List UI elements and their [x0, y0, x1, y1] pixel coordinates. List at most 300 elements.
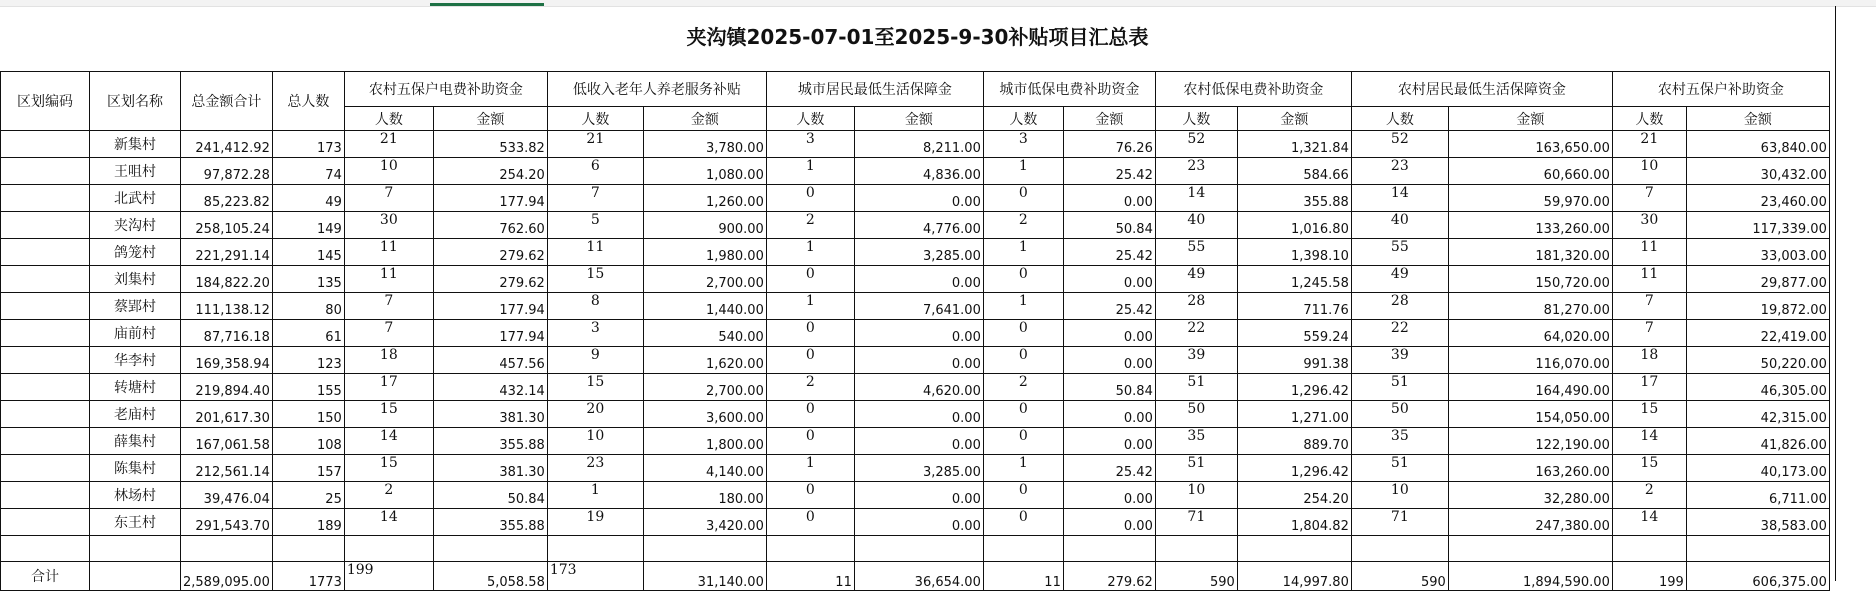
cell-count[interactable]: 21 [1612, 131, 1686, 158]
cell-amount[interactable]: 279.62 [433, 239, 547, 266]
cell-count[interactable]: 71 [1155, 509, 1237, 536]
cell-count[interactable]: 0 [766, 509, 854, 536]
cell-amount[interactable]: 381.30 [433, 401, 547, 428]
cell-code[interactable] [1, 239, 90, 266]
cell-count[interactable]: 15 [547, 374, 643, 401]
cell-code[interactable] [1, 266, 90, 293]
cell-count[interactable]: 35 [1351, 428, 1448, 455]
cell-amount[interactable]: 2,700.00 [643, 266, 766, 293]
cell-amount[interactable]: 22,419.00 [1686, 320, 1829, 347]
cell-count[interactable]: 14 [344, 428, 433, 455]
cell-amount[interactable]: 50.84 [1063, 212, 1155, 239]
cell-code[interactable] [1, 347, 90, 374]
cell-code[interactable] [1, 401, 90, 428]
cell-count[interactable]: 2 [344, 482, 433, 509]
cell-count[interactable]: 15 [344, 401, 433, 428]
cell-total-people[interactable]: 108 [272, 428, 344, 455]
cell-count[interactable]: 0 [983, 401, 1063, 428]
cell-count[interactable]: 2 [766, 374, 854, 401]
cell-count[interactable]: 23 [1351, 158, 1448, 185]
empty-cell[interactable] [1351, 536, 1448, 562]
cell-count[interactable]: 23 [1155, 158, 1237, 185]
cell-amount[interactable]: 279.62 [433, 266, 547, 293]
cell-count[interactable]: 1 [766, 239, 854, 266]
cell-amount[interactable]: 0.00 [1063, 347, 1155, 374]
cell-count[interactable]: 55 [1351, 239, 1448, 266]
total-count[interactable]: 199 [1612, 562, 1686, 591]
total-amount-cell[interactable]: 14,997.80 [1237, 562, 1351, 591]
cell-amount[interactable]: 41,826.00 [1686, 428, 1829, 455]
cell-amount[interactable]: 122,190.00 [1448, 428, 1612, 455]
total-label[interactable]: 合计 [1, 562, 90, 591]
empty-cell[interactable] [643, 536, 766, 562]
cell-name[interactable]: 王咀村 [90, 158, 181, 185]
cell-count[interactable]: 52 [1155, 131, 1237, 158]
cell-amount[interactable]: 0.00 [854, 401, 983, 428]
cell-amount[interactable]: 533.82 [433, 131, 547, 158]
cell-count[interactable]: 15 [547, 266, 643, 293]
cell-count[interactable]: 1 [983, 455, 1063, 482]
cell-count[interactable]: 0 [983, 320, 1063, 347]
cell-total-people[interactable]: 157 [272, 455, 344, 482]
cell-count[interactable]: 9 [547, 347, 643, 374]
cell-count[interactable]: 2 [983, 212, 1063, 239]
cell-count[interactable]: 11 [1612, 266, 1686, 293]
cell-amount[interactable]: 40,173.00 [1686, 455, 1829, 482]
cell-amount[interactable]: 163,260.00 [1448, 455, 1612, 482]
cell-count[interactable]: 7 [1612, 185, 1686, 212]
empty-cell[interactable] [181, 536, 273, 562]
cell-count[interactable]: 51 [1351, 455, 1448, 482]
cell-name[interactable]: 华李村 [90, 347, 181, 374]
total-amount-cell[interactable]: 606,375.00 [1686, 562, 1829, 591]
cell-total-amount[interactable]: 39,476.04 [181, 482, 273, 509]
cell-count[interactable]: 0 [983, 266, 1063, 293]
total-amount[interactable]: 2,589,095.00 [181, 562, 273, 591]
cell-name[interactable]: 薛集村 [90, 428, 181, 455]
cell-count[interactable]: 18 [1612, 347, 1686, 374]
cell-code[interactable] [1, 374, 90, 401]
cell-total-people[interactable]: 145 [272, 239, 344, 266]
cell-amount[interactable]: 19,872.00 [1686, 293, 1829, 320]
cell-count[interactable]: 7 [1612, 320, 1686, 347]
total-name-cell[interactable] [90, 562, 181, 591]
cell-total-amount[interactable]: 212,561.14 [181, 455, 273, 482]
empty-cell[interactable] [272, 536, 344, 562]
cell-count[interactable]: 0 [983, 482, 1063, 509]
cell-code[interactable] [1, 428, 90, 455]
cell-name[interactable]: 转塘村 [90, 374, 181, 401]
cell-count[interactable]: 2 [766, 212, 854, 239]
cell-name[interactable]: 蔡郢村 [90, 293, 181, 320]
cell-code[interactable] [1, 482, 90, 509]
cell-amount[interactable]: 181,320.00 [1448, 239, 1612, 266]
empty-cell[interactable] [1155, 536, 1237, 562]
cell-total-people[interactable]: 189 [272, 509, 344, 536]
cell-count[interactable]: 40 [1351, 212, 1448, 239]
cell-amount[interactable]: 25.42 [1063, 158, 1155, 185]
cell-count[interactable]: 19 [547, 509, 643, 536]
cell-total-amount[interactable]: 111,138.12 [181, 293, 273, 320]
cell-count[interactable]: 5 [547, 212, 643, 239]
total-count[interactable]: 590 [1155, 562, 1237, 591]
cell-count[interactable]: 3 [983, 131, 1063, 158]
cell-count[interactable]: 50 [1351, 401, 1448, 428]
cell-count[interactable]: 3 [766, 131, 854, 158]
cell-amount[interactable]: 3,420.00 [643, 509, 766, 536]
empty-cell[interactable] [766, 536, 854, 562]
cell-count[interactable]: 0 [983, 185, 1063, 212]
cell-amount[interactable]: 1,321.84 [1237, 131, 1351, 158]
total-count[interactable]: 11 [766, 562, 854, 591]
cell-amount[interactable]: 7,641.00 [854, 293, 983, 320]
cell-count[interactable]: 11 [344, 239, 433, 266]
cell-amount[interactable]: 1,296.42 [1237, 455, 1351, 482]
cell-count[interactable]: 15 [1612, 455, 1686, 482]
cell-count[interactable]: 15 [344, 455, 433, 482]
cell-amount[interactable]: 1,245.58 [1237, 266, 1351, 293]
cell-count[interactable]: 22 [1155, 320, 1237, 347]
cell-count[interactable]: 55 [1155, 239, 1237, 266]
cell-count[interactable]: 11 [547, 239, 643, 266]
cell-amount[interactable]: 0.00 [854, 347, 983, 374]
cell-count[interactable]: 39 [1155, 347, 1237, 374]
cell-count[interactable]: 1 [547, 482, 643, 509]
total-amount-cell[interactable]: 279.62 [1063, 562, 1155, 591]
cell-amount[interactable]: 177.94 [433, 185, 547, 212]
cell-count[interactable]: 15 [1612, 401, 1686, 428]
cell-amount[interactable]: 76.26 [1063, 131, 1155, 158]
cell-amount[interactable]: 1,271.00 [1237, 401, 1351, 428]
cell-total-people[interactable]: 135 [272, 266, 344, 293]
empty-cell[interactable] [983, 536, 1063, 562]
cell-count[interactable]: 14 [1351, 185, 1448, 212]
cell-total-amount[interactable]: 87,716.18 [181, 320, 273, 347]
cell-amount[interactable]: 0.00 [1063, 266, 1155, 293]
cell-code[interactable] [1, 509, 90, 536]
cell-amount[interactable]: 1,260.00 [643, 185, 766, 212]
cell-count[interactable]: 10 [1612, 158, 1686, 185]
cell-amount[interactable]: 0.00 [854, 482, 983, 509]
cell-amount[interactable]: 711.76 [1237, 293, 1351, 320]
cell-amount[interactable]: 42,315.00 [1686, 401, 1829, 428]
cell-amount[interactable]: 33,003.00 [1686, 239, 1829, 266]
cell-total-people[interactable]: 61 [272, 320, 344, 347]
cell-amount[interactable]: 163,650.00 [1448, 131, 1612, 158]
cell-name[interactable]: 夹沟村 [90, 212, 181, 239]
cell-amount[interactable]: 59,970.00 [1448, 185, 1612, 212]
cell-amount[interactable]: 1,800.00 [643, 428, 766, 455]
cell-amount[interactable]: 355.88 [433, 428, 547, 455]
cell-count[interactable]: 14 [1612, 509, 1686, 536]
cell-amount[interactable]: 1,398.10 [1237, 239, 1351, 266]
cell-count[interactable]: 7 [344, 320, 433, 347]
cell-amount[interactable]: 46,305.00 [1686, 374, 1829, 401]
cell-count[interactable]: 71 [1351, 509, 1448, 536]
cell-total-people[interactable]: 74 [272, 158, 344, 185]
cell-amount[interactable]: 154,050.00 [1448, 401, 1612, 428]
cell-count[interactable]: 14 [344, 509, 433, 536]
cell-amount[interactable]: 559.24 [1237, 320, 1351, 347]
cell-amount[interactable]: 29,877.00 [1686, 266, 1829, 293]
cell-count[interactable]: 0 [766, 320, 854, 347]
total-count[interactable]: 11 [983, 562, 1063, 591]
cell-amount[interactable]: 150,720.00 [1448, 266, 1612, 293]
cell-count[interactable]: 49 [1155, 266, 1237, 293]
cell-amount[interactable]: 355.88 [1237, 185, 1351, 212]
cell-amount[interactable]: 6,711.00 [1686, 482, 1829, 509]
cell-total-amount[interactable]: 85,223.82 [181, 185, 273, 212]
cell-amount[interactable]: 0.00 [1063, 401, 1155, 428]
cell-count[interactable]: 10 [1351, 482, 1448, 509]
cell-count[interactable]: 28 [1351, 293, 1448, 320]
cell-amount[interactable]: 180.00 [643, 482, 766, 509]
empty-cell[interactable] [433, 536, 547, 562]
cell-count[interactable]: 21 [344, 131, 433, 158]
cell-count[interactable]: 51 [1155, 455, 1237, 482]
cell-amount[interactable]: 1,296.42 [1237, 374, 1351, 401]
total-amount-cell[interactable]: 31,140.00 [643, 562, 766, 591]
cell-code[interactable] [1, 320, 90, 347]
cell-total-amount[interactable]: 169,358.94 [181, 347, 273, 374]
cell-amount[interactable]: 900.00 [643, 212, 766, 239]
cell-count[interactable]: 0 [766, 185, 854, 212]
cell-count[interactable]: 1 [766, 293, 854, 320]
cell-count[interactable]: 0 [983, 347, 1063, 374]
cell-amount[interactable]: 3,780.00 [643, 131, 766, 158]
cell-amount[interactable]: 0.00 [1063, 482, 1155, 509]
cell-total-people[interactable]: 80 [272, 293, 344, 320]
cell-total-people[interactable]: 149 [272, 212, 344, 239]
cell-count[interactable]: 40 [1155, 212, 1237, 239]
cell-total-people[interactable]: 150 [272, 401, 344, 428]
cell-count[interactable]: 22 [1351, 320, 1448, 347]
cell-amount[interactable]: 991.38 [1237, 347, 1351, 374]
cell-count[interactable]: 0 [766, 482, 854, 509]
cell-amount[interactable]: 63,840.00 [1686, 131, 1829, 158]
cell-count[interactable]: 51 [1155, 374, 1237, 401]
cell-amount[interactable]: 3,285.00 [854, 455, 983, 482]
cell-amount[interactable]: 0.00 [1063, 509, 1155, 536]
total-count[interactable]: 173 [547, 562, 643, 591]
cell-count[interactable]: 10 [344, 158, 433, 185]
cell-count[interactable]: 0 [983, 509, 1063, 536]
cell-amount[interactable]: 254.20 [1237, 482, 1351, 509]
cell-count[interactable]: 3 [547, 320, 643, 347]
cell-count[interactable]: 0 [983, 428, 1063, 455]
cell-amount[interactable]: 4,776.00 [854, 212, 983, 239]
cell-amount[interactable]: 30,432.00 [1686, 158, 1829, 185]
cell-amount[interactable]: 4,140.00 [643, 455, 766, 482]
total-amount-cell[interactable]: 5,058.58 [433, 562, 547, 591]
cell-amount[interactable]: 0.00 [854, 266, 983, 293]
cell-amount[interactable]: 0.00 [1063, 428, 1155, 455]
cell-count[interactable]: 7 [344, 293, 433, 320]
cell-count[interactable]: 7 [1612, 293, 1686, 320]
cell-count[interactable]: 2 [1612, 482, 1686, 509]
cell-total-amount[interactable]: 201,617.30 [181, 401, 273, 428]
cell-amount[interactable]: 355.88 [433, 509, 547, 536]
cell-total-amount[interactable]: 167,061.58 [181, 428, 273, 455]
cell-amount[interactable]: 2,700.00 [643, 374, 766, 401]
cell-count[interactable]: 11 [344, 266, 433, 293]
cell-count[interactable]: 17 [1612, 374, 1686, 401]
cell-name[interactable]: 北武村 [90, 185, 181, 212]
cell-count[interactable]: 0 [766, 266, 854, 293]
cell-count[interactable]: 7 [547, 185, 643, 212]
empty-cell[interactable] [1, 536, 90, 562]
cell-amount[interactable]: 889.70 [1237, 428, 1351, 455]
cell-amount[interactable]: 23,460.00 [1686, 185, 1829, 212]
cell-count[interactable]: 30 [1612, 212, 1686, 239]
cell-amount[interactable]: 8,211.00 [854, 131, 983, 158]
total-amount-cell[interactable]: 1,894,590.00 [1448, 562, 1612, 591]
cell-count[interactable]: 1 [983, 158, 1063, 185]
empty-cell[interactable] [854, 536, 983, 562]
cell-name[interactable]: 老庙村 [90, 401, 181, 428]
cell-amount[interactable]: 1,804.82 [1237, 509, 1351, 536]
total-count[interactable]: 199 [344, 562, 433, 591]
cell-code[interactable] [1, 185, 90, 212]
cell-amount[interactable]: 0.00 [854, 428, 983, 455]
cell-amount[interactable]: 457.56 [433, 347, 547, 374]
cell-amount[interactable]: 50.84 [433, 482, 547, 509]
cell-count[interactable]: 23 [547, 455, 643, 482]
cell-count[interactable]: 2 [983, 374, 1063, 401]
cell-count[interactable]: 50 [1155, 401, 1237, 428]
cell-amount[interactable]: 1,440.00 [643, 293, 766, 320]
cell-count[interactable]: 14 [1612, 428, 1686, 455]
cell-total-people[interactable]: 155 [272, 374, 344, 401]
cell-amount[interactable]: 117,339.00 [1686, 212, 1829, 239]
cell-amount[interactable]: 1,080.00 [643, 158, 766, 185]
cell-count[interactable]: 6 [547, 158, 643, 185]
cell-code[interactable] [1, 293, 90, 320]
cell-amount[interactable]: 4,836.00 [854, 158, 983, 185]
cell-amount[interactable]: 25.42 [1063, 239, 1155, 266]
cell-name[interactable]: 新集村 [90, 131, 181, 158]
cell-count[interactable]: 35 [1155, 428, 1237, 455]
cell-amount[interactable]: 0.00 [854, 320, 983, 347]
cell-amount[interactable]: 1,620.00 [643, 347, 766, 374]
cell-count[interactable]: 10 [547, 428, 643, 455]
cell-amount[interactable]: 64,020.00 [1448, 320, 1612, 347]
cell-count[interactable]: 1 [766, 158, 854, 185]
cell-amount[interactable]: 133,260.00 [1448, 212, 1612, 239]
cell-amount[interactable]: 432.14 [433, 374, 547, 401]
cell-count[interactable]: 1 [766, 455, 854, 482]
cell-name[interactable]: 陈集村 [90, 455, 181, 482]
cell-count[interactable]: 0 [766, 401, 854, 428]
cell-amount[interactable]: 177.94 [433, 293, 547, 320]
cell-count[interactable]: 1 [983, 293, 1063, 320]
empty-cell[interactable] [1686, 536, 1829, 562]
cell-amount[interactable]: 50,220.00 [1686, 347, 1829, 374]
empty-cell[interactable] [1448, 536, 1612, 562]
cell-count[interactable]: 52 [1351, 131, 1448, 158]
cell-amount[interactable]: 38,583.00 [1686, 509, 1829, 536]
cell-name[interactable]: 鸽笼村 [90, 239, 181, 266]
cell-amount[interactable]: 25.42 [1063, 455, 1155, 482]
cell-count[interactable]: 0 [766, 428, 854, 455]
cell-name[interactable]: 刘集村 [90, 266, 181, 293]
cell-count[interactable]: 18 [344, 347, 433, 374]
cell-total-amount[interactable]: 258,105.24 [181, 212, 273, 239]
cell-amount[interactable]: 762.60 [433, 212, 547, 239]
cell-total-amount[interactable]: 184,822.20 [181, 266, 273, 293]
cell-name[interactable]: 东王村 [90, 509, 181, 536]
cell-count[interactable]: 8 [547, 293, 643, 320]
cell-count[interactable]: 28 [1155, 293, 1237, 320]
cell-count[interactable]: 7 [344, 185, 433, 212]
cell-amount[interactable]: 116,070.00 [1448, 347, 1612, 374]
empty-cell[interactable] [1612, 536, 1686, 562]
cell-total-amount[interactable]: 241,412.92 [181, 131, 273, 158]
cell-count[interactable]: 0 [766, 347, 854, 374]
cell-count[interactable]: 51 [1351, 374, 1448, 401]
empty-cell[interactable] [344, 536, 433, 562]
cell-amount[interactable]: 3,600.00 [643, 401, 766, 428]
cell-total-amount[interactable]: 219,894.40 [181, 374, 273, 401]
cell-count[interactable]: 10 [1155, 482, 1237, 509]
cell-code[interactable] [1, 455, 90, 482]
cell-count[interactable]: 11 [1612, 239, 1686, 266]
cell-total-amount[interactable]: 291,543.70 [181, 509, 273, 536]
cell-total-amount[interactable]: 97,872.28 [181, 158, 273, 185]
total-amount-cell[interactable]: 36,654.00 [854, 562, 983, 591]
cell-code[interactable] [1, 131, 90, 158]
cell-name[interactable]: 庙前村 [90, 320, 181, 347]
total-count[interactable]: 590 [1351, 562, 1448, 591]
cell-amount[interactable]: 0.00 [854, 509, 983, 536]
cell-name[interactable]: 林场村 [90, 482, 181, 509]
cell-amount[interactable]: 254.20 [433, 158, 547, 185]
total-people[interactable]: 1773 [272, 562, 344, 591]
cell-total-people[interactable]: 25 [272, 482, 344, 509]
cell-amount[interactable]: 0.00 [854, 185, 983, 212]
cell-amount[interactable]: 540.00 [643, 320, 766, 347]
cell-amount[interactable]: 60,660.00 [1448, 158, 1612, 185]
cell-count[interactable]: 17 [344, 374, 433, 401]
cell-amount[interactable]: 584.66 [1237, 158, 1351, 185]
cell-count[interactable]: 21 [547, 131, 643, 158]
cell-count[interactable]: 14 [1155, 185, 1237, 212]
cell-code[interactable] [1, 212, 90, 239]
empty-cell[interactable] [1237, 536, 1351, 562]
cell-amount[interactable]: 4,620.00 [854, 374, 983, 401]
cell-total-people[interactable]: 49 [272, 185, 344, 212]
cell-count[interactable]: 30 [344, 212, 433, 239]
cell-amount[interactable]: 1,980.00 [643, 239, 766, 266]
cell-count[interactable]: 49 [1351, 266, 1448, 293]
cell-count[interactable]: 39 [1351, 347, 1448, 374]
cell-total-amount[interactable]: 221,291.14 [181, 239, 273, 266]
cell-amount[interactable]: 164,490.00 [1448, 374, 1612, 401]
cell-amount[interactable]: 381.30 [433, 455, 547, 482]
cell-count[interactable]: 1 [983, 239, 1063, 266]
cell-amount[interactable]: 247,380.00 [1448, 509, 1612, 536]
cell-amount[interactable]: 177.94 [433, 320, 547, 347]
cell-code[interactable] [1, 158, 90, 185]
cell-amount[interactable]: 32,280.00 [1448, 482, 1612, 509]
cell-amount[interactable]: 81,270.00 [1448, 293, 1612, 320]
empty-cell[interactable] [90, 536, 181, 562]
cell-amount[interactable]: 25.42 [1063, 293, 1155, 320]
cell-total-people[interactable]: 173 [272, 131, 344, 158]
cell-total-people[interactable]: 123 [272, 347, 344, 374]
empty-cell[interactable] [1063, 536, 1155, 562]
empty-cell[interactable] [547, 536, 643, 562]
